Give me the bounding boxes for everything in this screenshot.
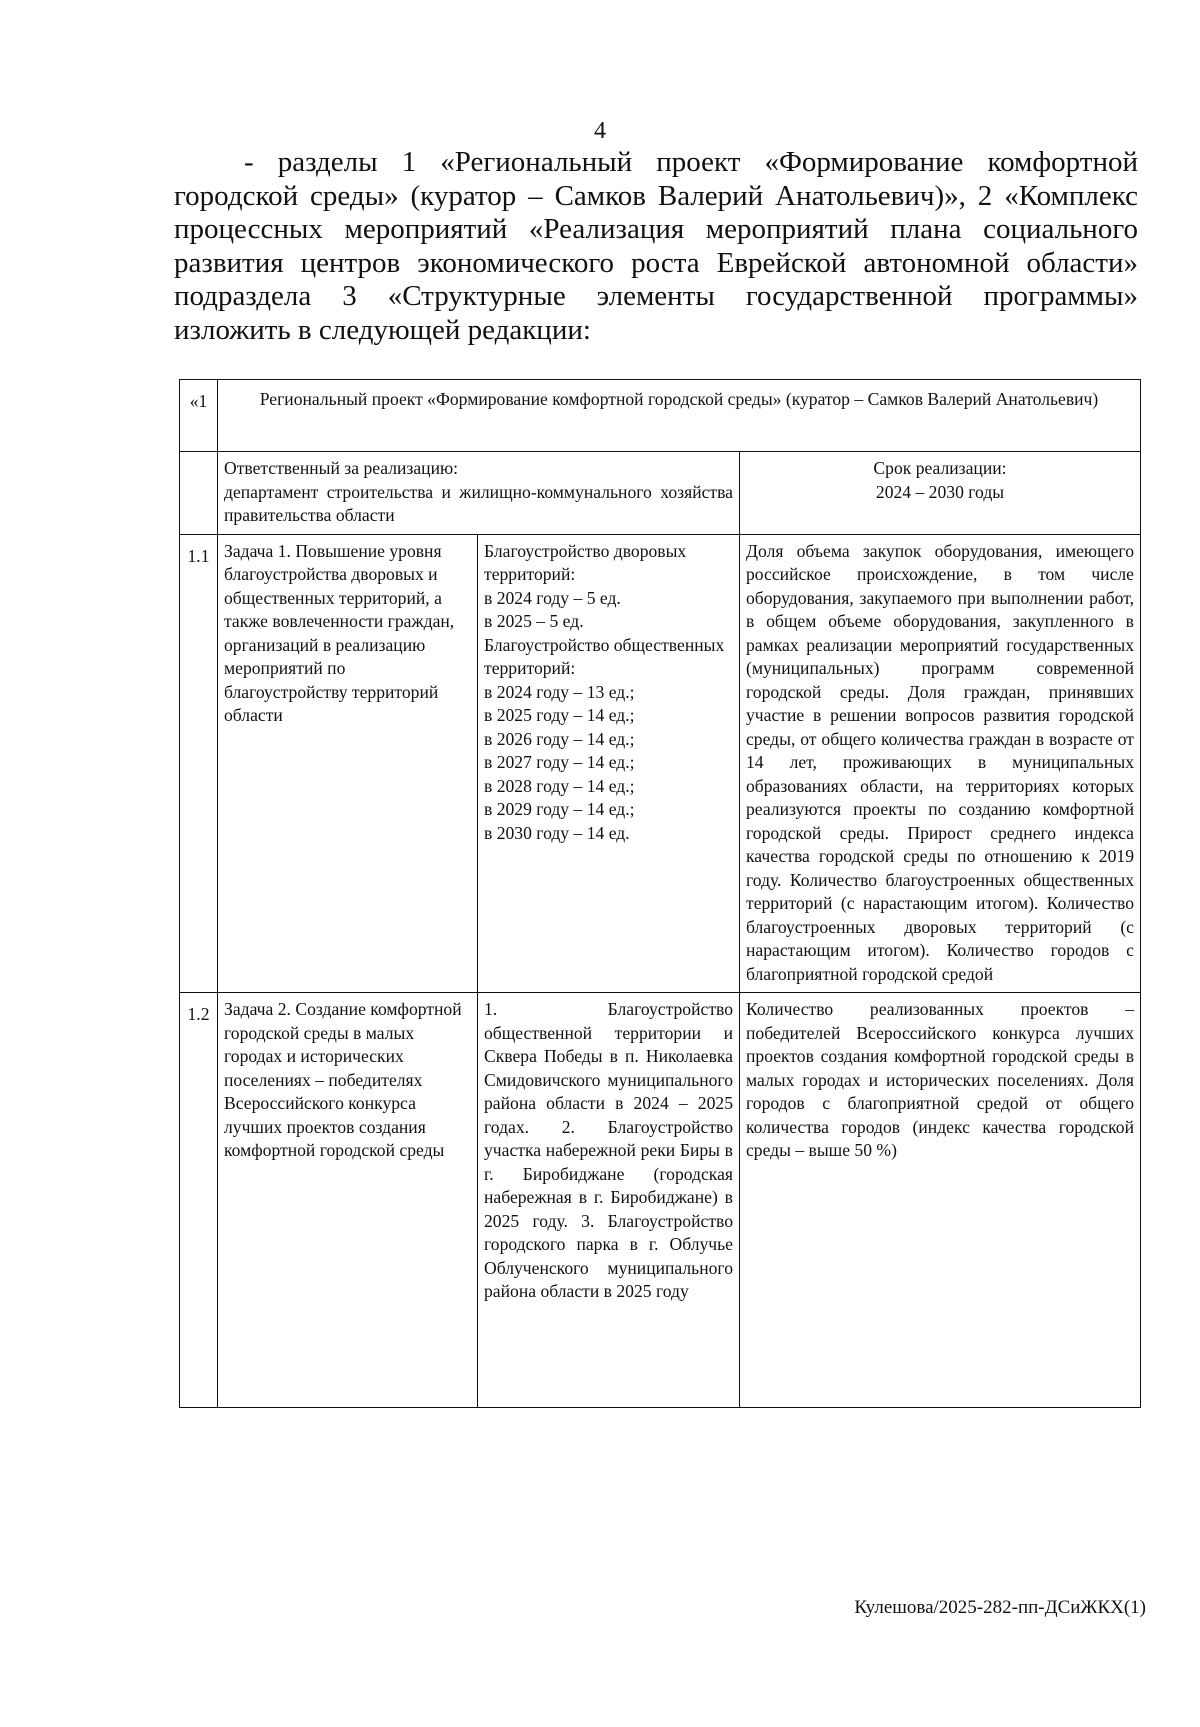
table-row [180,993,1141,1408]
responsible-cell [218,452,740,535]
works-cell: Благоустройство дворовых территорий: в 2024 году – 5 ед. в 2025 – 5 ед. Благоустройство общественных территорий: в 2024 году – 13 ед.; в 2025 году – 14 ед.; в 2026 году – 14 ед.; в 2027 году – 14 ед.; в 2028 году – 14 ед.; в 2029 году – 14 ед.; в 2030 году – 14 ед. [478,534,740,993]
task-cell: Задача 2. Создание комфортной городской среды в малых городах и исторических поселениях – победителях Всероссийского конкурса лучших проектов создания комфортной городской среды [218,993,478,1408]
row-number: 1.2 [180,993,218,1408]
section-title: Региональный проект «Формирование комфортной городской среды» (куратор – Самков Валерий Анатольевич) [218,380,1141,452]
responsible-row [180,452,1141,535]
intro-text: - разделы 1 «Региональный проект «Формирование комфортной городской среды» (куратор – Самков Валерий Анатольевич)», 2 «Комплекс процессных мероприятий «Реализация мероприятий плана социального развития центров экономического роста Еврейской автономной области» подраздела 3 «Структурные элементы государственной программы» изложить в следующей редакции: [174,146,1138,346]
task-cell: Задача 1. Повышение уровня благоустройства дворовых и общественных территорий, а также вовлеченности граждан, организаций в реализацию мероприятий по благоустройству территорий области [218,534,478,993]
section-header-row [180,380,1141,452]
section-number: «1 [180,380,218,452]
page-number: 4 [594,118,606,144]
structural-elements-table [179,379,1141,1408]
responsible-label: Ответственный за реализацию: [224,458,459,478]
responsible-value: департамент строительства и жилищно-коммунального хозяйства правительства области [224,481,733,525]
document-code: Кулешова/2025-282-пп-ДСиЖКХ(1) [854,1597,1146,1618]
term-value: 2024 – 2030 годы [875,481,1005,502]
term-cell [740,452,1141,535]
works-cell: 1. Благоустройство общественной территории и Сквера Победы в п. Николаевка Смидовичского муниципального района области в 2024 – 2025 годах. 2. Благоустройство участка набережной реки Биры в г. Биробиджане (городская набережная в г. Биробиджане) в 2025 году. 3. Благоустройство городского парка в г. Облучье Облученского муниципального района области в 2025 году [478,993,740,1408]
table-row [180,534,1141,993]
indicators-cell: Количество реализованных проектов – победителей Всероссийского конкурса лучших проектов создания комфортной городской среды в малых городах и исторических поселениях. Доля городов с благоприятной средой от общего количества городов (индекс качества городской среды – выше 50 %) [740,993,1141,1408]
indicators-cell: Доля объема закупок оборудования, имеющего российское происхождение, в том числе оборудования, закупаемого при выполнении работ, в общем объеме оборудования, закупленного в рамках реализации мероприятий государственных (муниципальных) программ современной городской среды. Доля граждан, принявших участие в решении вопросов развития городской среды, от общего количества граждан в возрасте от 14 лет, проживающих в муниципальных образованиях области, на территориях которых реализуются проекты по созданию комфортной городской среды. Прирост среднего индекса качества городской среды по отношению к 2019 году. Количество благоустроенных общественных территорий (с нарастающим итогом). Количество благоустроенных дворовых территорий (с нарастающим итогом). Количество городов с благоприятной городской средой [740,534,1141,993]
row-number: 1.1 [180,534,218,993]
intro-paragraph [174,146,1138,347]
term-label: Срок реализации: [873,458,1007,478]
